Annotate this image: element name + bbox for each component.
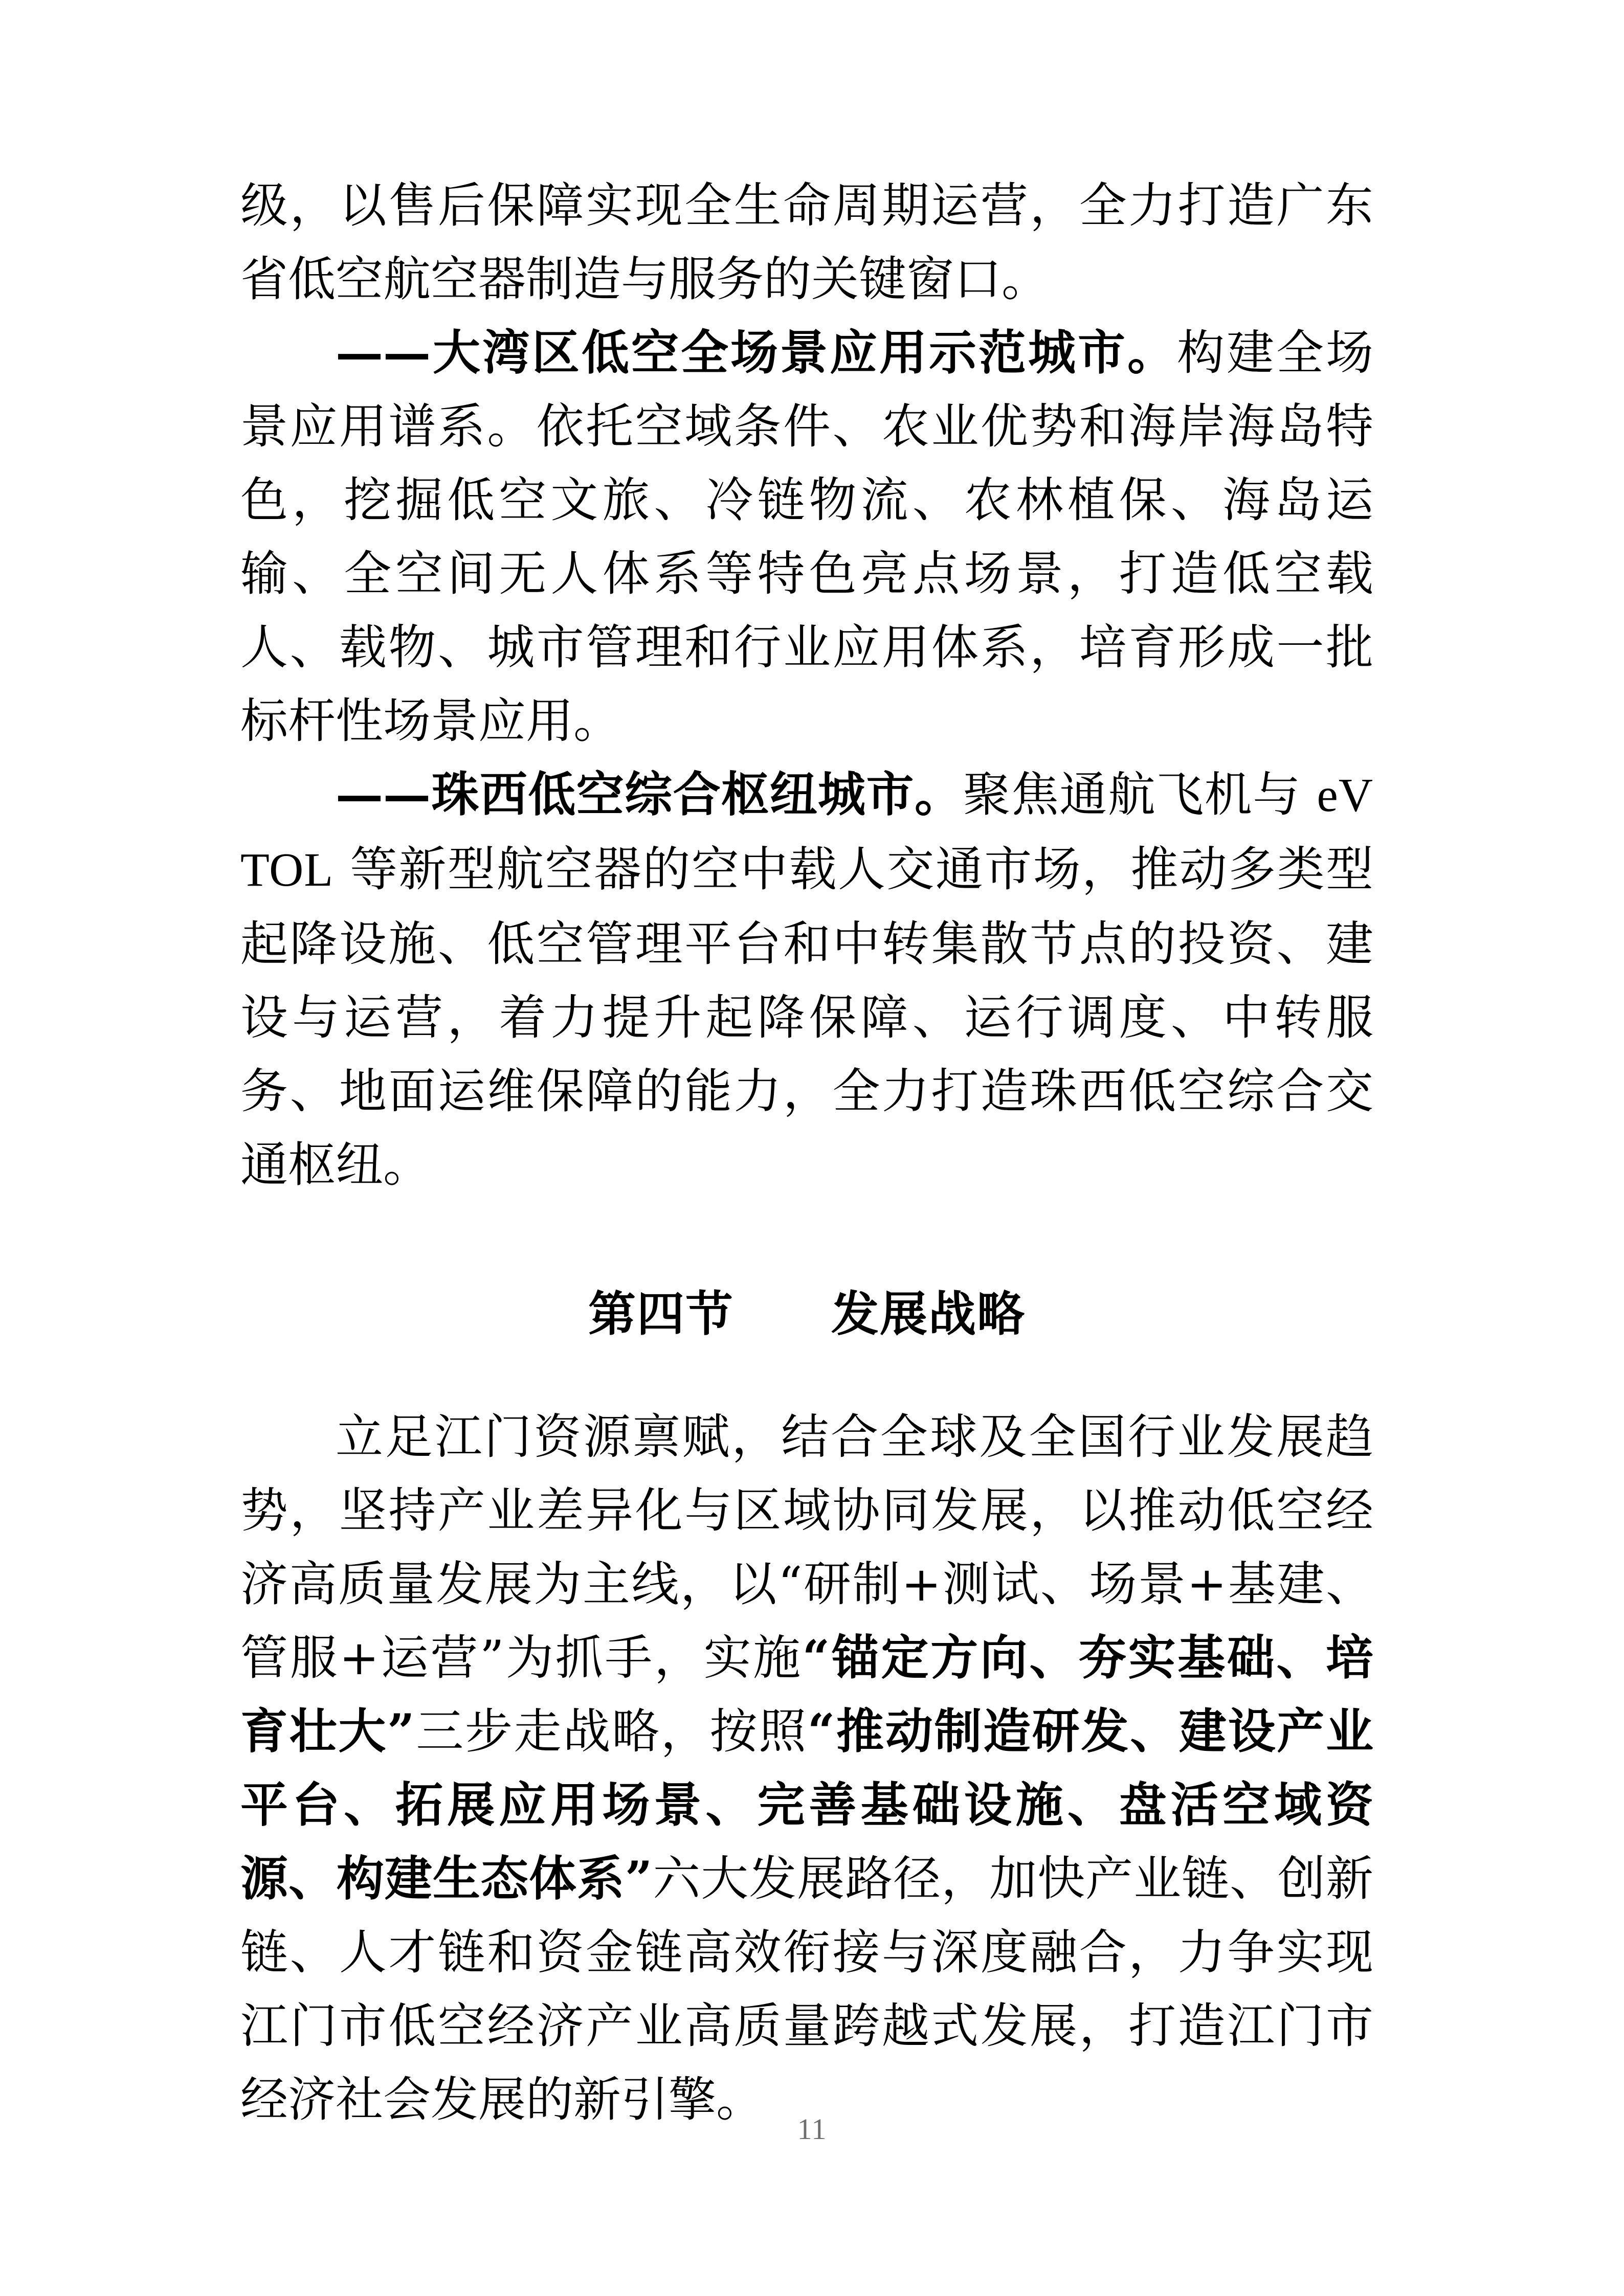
paragraph-bay-area-lead: ——大湾区低空全场景应用示范城市。 <box>336 325 1177 380</box>
paragraph-zhuxi-hub <box>240 758 1373 1202</box>
strategy-quote-six-paths: “推动制造研发、建设产业平台、拓展应用场景、完善基础设施、盘活空域资源、构建生态体系” <box>240 1703 1374 1906</box>
paragraph-development-strategy <box>240 1400 1373 2136</box>
strategy-quote-three-steps: “锚定方向、夯实基础、培育壮大” <box>240 1630 1373 1759</box>
spacer-before-heading <box>240 1202 1373 1277</box>
page-content <box>240 169 1373 2136</box>
strategy-segment-5: 六大发展路径，加快产业链、创新链、人才链和资金链高效衔接与深度融合，力争实现江门市低空经济产业高质量跨越式发展，打造江门市经济社会发展的新引擎。 <box>240 1851 1374 2127</box>
spacer-after-heading <box>240 1351 1373 1400</box>
paragraph-zhuxi-hub-lead: ——珠西低空综合枢纽城市。 <box>336 767 963 822</box>
evtol-term: eVTOL <box>240 769 1373 896</box>
page-number: 11 <box>797 2112 827 2146</box>
paragraph-zhuxi-hub-body-after: 等新型航空器的空中载人交通市场，推动多类型起降设施、低空管理平台和中转集散节点的投资、建设与运营，着力提升起降保障、运行调度、中转服务、地面运维保障的能力，全力打造珠西低空综合交通枢纽。 <box>240 842 1373 1192</box>
section-heading: 第四节 发展战略 <box>588 1286 1026 1342</box>
strategy-segment-1: 立足江门资源禀赋，结合全球及全国行业发展趋势，坚持产业差异化与区域协同发展，以推动低空经济高质量发展为主线，以“研制+测试、场景+基建、管服+运营”为抓手，实施 <box>240 1409 1373 1685</box>
strategy-segment-3: 三步走战略，按照 <box>414 1704 808 1759</box>
paragraph-zhuxi-hub-body-before: 聚焦通航飞机与 <box>963 767 1317 822</box>
paragraph-bay-area <box>240 316 1373 758</box>
paragraph-continued: 级，以售后保障实现全生命周期运营，全力打造广东省低空航空器制造与服务的关键窗口。 <box>240 178 1373 307</box>
paragraph-bay-area-body: 构建全场景应用谱系。依托空域条件、农业优势和海岸海岛特色，挖掘低空文旅、冷链物流、农林植保、海岛运输、全空间无人体系等特色亮点场景，打造低空载人、载物、城市管理和行业应用体系，培育形成一批标杆性场景应用。 <box>240 325 1373 749</box>
